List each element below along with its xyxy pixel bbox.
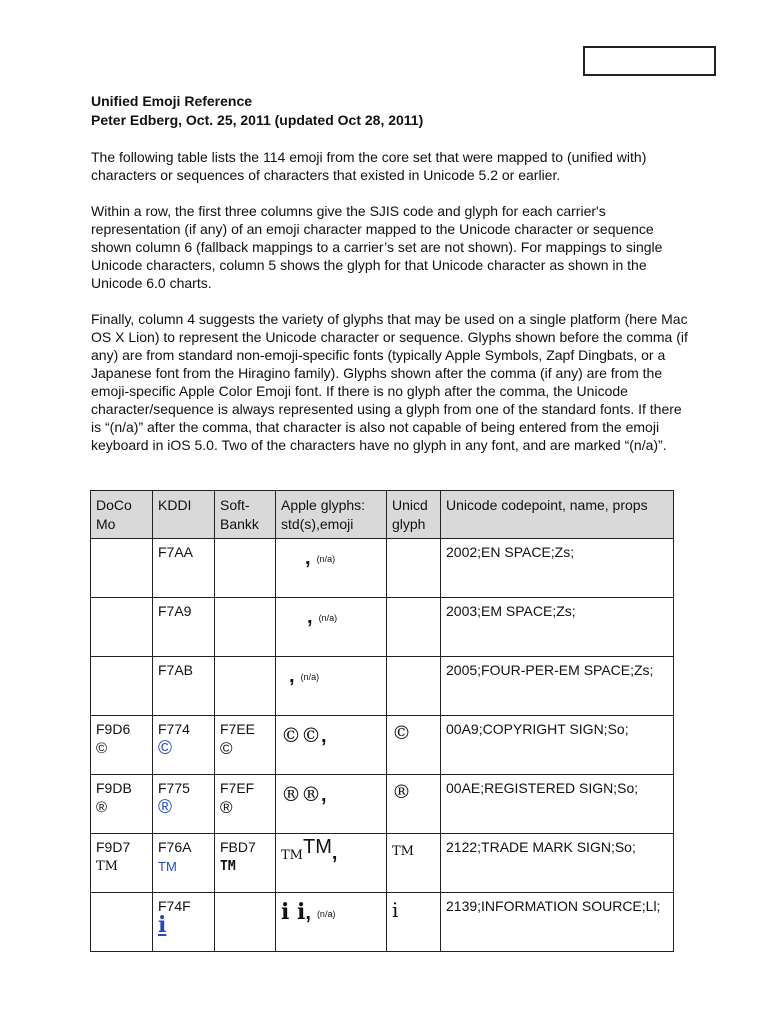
glyphs-paragraph: Finally, column 4 suggests the variety of glyphs that may be used on a single platform (here Mac OS X Lion) to represent the Unicode character or sequence. Glyphs shown before the comma (if any) are from standard non-emoji-specific fonts (typically Apple Symbols, Zapf Dingbats, or a Japanese font from the Hiragino family). Glyphs shown after the comma (if any) are from the emoji-specific Apple Color Emoji font. If there is no glyph after the comma, the Unicode character/sequence is always represented using a glyph from one of the standard fonts. If there is “(n/a)” after the comma, that character is also not capable of being entered from the emoji keyboard in iOS 5.0. Two of the characters have no glyph in any font, and are marked “(n/a)”. bbox=[91, 311, 688, 453]
table-row bbox=[91, 539, 674, 598]
registered-icon: ®® bbox=[281, 782, 321, 806]
softbank-cell bbox=[215, 834, 276, 893]
header-unicode-glyph: Unicd glyph bbox=[387, 491, 441, 539]
table-row bbox=[91, 775, 674, 834]
docomo-cell bbox=[91, 598, 153, 657]
unicode-glyph-cell bbox=[387, 657, 441, 716]
document-byline: Peter Edberg, Oct. 25, 2011 (updated Oct 28, 2011) bbox=[91, 112, 424, 128]
docomo-code: F9D6 bbox=[96, 721, 131, 737]
unicode-codepoint-cell: 00AE;REGISTERED SIGN;So; bbox=[441, 775, 674, 834]
registered-icon: ® bbox=[220, 798, 233, 817]
kddi-cell bbox=[153, 716, 215, 775]
header-softbank: Soft-Bankk bbox=[215, 491, 276, 539]
docomo-cell bbox=[91, 893, 153, 952]
copyright-icon: © bbox=[96, 740, 108, 757]
kddi-cell: F7AA bbox=[153, 539, 215, 598]
softbank-cell bbox=[215, 716, 276, 775]
kddi-code: F76A bbox=[158, 839, 192, 855]
apple-emoji-glyph: (n/a) bbox=[300, 671, 320, 682]
docomo-cell bbox=[91, 716, 153, 775]
emoji-reference-table bbox=[90, 490, 674, 952]
softbank-code: FBD7 bbox=[220, 839, 256, 855]
trademark-icon: TM bbox=[302, 836, 332, 858]
softbank-cell bbox=[215, 893, 276, 952]
kddi-cell bbox=[153, 775, 215, 834]
softbank-cell bbox=[215, 775, 276, 834]
copyright-icon: © bbox=[387, 716, 441, 775]
header-apple-glyphs: Apple glyphs: std(s),emoji bbox=[276, 491, 387, 539]
kddi-cell: F7A9 bbox=[153, 598, 215, 657]
kddi-cell: F7AB bbox=[153, 657, 215, 716]
apple-emoji-glyph: (n/a) bbox=[318, 612, 338, 623]
apple-glyphs-cell bbox=[276, 598, 387, 657]
page-corner-box bbox=[583, 46, 716, 76]
table-row bbox=[91, 834, 674, 893]
apple-glyphs-cell bbox=[276, 893, 387, 952]
kddi-cell bbox=[153, 834, 215, 893]
kddi-code: F774 bbox=[158, 721, 190, 737]
unicode-codepoint-cell: 2003;EM SPACE;Zs; bbox=[441, 598, 674, 657]
kddi-code: F775 bbox=[158, 780, 190, 796]
document-title: Unified Emoji Reference bbox=[91, 93, 253, 109]
table-row bbox=[91, 657, 674, 716]
apple-separator: , bbox=[305, 547, 311, 569]
table-header-row bbox=[91, 491, 674, 539]
registered-icon: ® bbox=[387, 775, 441, 834]
unicode-glyph-cell bbox=[387, 598, 441, 657]
softbank-code: F7EF bbox=[220, 780, 255, 796]
apple-glyphs-cell bbox=[276, 716, 387, 775]
copyright-icon: ©© bbox=[281, 723, 321, 747]
unicode-codepoint-cell: 2005;FOUR-PER-EM SPACE;Zs; bbox=[441, 657, 674, 716]
header-kddi: KDDI bbox=[153, 491, 215, 539]
softbank-cell bbox=[215, 657, 276, 716]
registered-icon: ® bbox=[158, 797, 172, 818]
softbank-cell bbox=[215, 539, 276, 598]
trademark-icon: TM bbox=[387, 834, 441, 893]
docomo-cell bbox=[91, 657, 153, 716]
kddi-code: F74F bbox=[158, 898, 191, 914]
docomo-code: F9D7 bbox=[96, 839, 131, 855]
document-heading bbox=[91, 92, 423, 130]
apple-emoji-glyph: (n/a) bbox=[316, 553, 336, 564]
trademark-icon: TM bbox=[96, 859, 118, 874]
header-unicode-codepoint: Unicode codepoint, name, props bbox=[441, 491, 674, 539]
kddi-cell bbox=[153, 893, 215, 952]
columns-paragraph: Within a row, the first three columns give the SJIS code and glyph for each carrier's representation (if any) of an emoji character mapped to the Unicode character or sequence shown column 6 (fallback mappings to a carrier’s set are not shown). For mappings to single Unicode characters, column 5 shows the glyph for that Unicode character as shown in the Unicode 6.0 charts. bbox=[91, 203, 663, 291]
table-row bbox=[91, 716, 674, 775]
docomo-cell bbox=[91, 775, 153, 834]
trademark-icon: TM bbox=[158, 859, 177, 874]
unicode-codepoint-cell: 00A9;COPYRIGHT SIGN;So; bbox=[441, 716, 674, 775]
table-row bbox=[91, 893, 674, 952]
copyright-icon: © bbox=[220, 739, 233, 758]
apple-glyphs-cell bbox=[276, 775, 387, 834]
trademark-icon: TM bbox=[281, 848, 303, 863]
apple-separator: , bbox=[331, 842, 338, 864]
information-icon: i bbox=[387, 893, 441, 952]
apple-glyphs-cell bbox=[276, 657, 387, 716]
unicode-glyph-cell bbox=[387, 539, 441, 598]
apple-separator: , bbox=[321, 725, 327, 747]
apple-separator: , bbox=[321, 784, 327, 806]
apple-separator: , bbox=[289, 665, 295, 687]
information-icon: i bbox=[158, 912, 167, 938]
information-icon: i i bbox=[281, 899, 306, 925]
unicode-codepoint-cell: 2139;INFORMATION SOURCE;Ll; bbox=[441, 893, 674, 952]
apple-glyphs-cell bbox=[276, 834, 387, 893]
header-docomo: DoCo Mo bbox=[91, 491, 153, 539]
docomo-cell bbox=[91, 834, 153, 893]
apple-emoji-glyph: (n/a) bbox=[316, 908, 336, 919]
softbank-cell bbox=[215, 598, 276, 657]
docomo-code: F9DB bbox=[96, 780, 132, 796]
docomo-cell bbox=[91, 539, 153, 598]
trademark-icon: TM bbox=[220, 859, 236, 874]
table-row bbox=[91, 598, 674, 657]
unicode-codepoint-cell: 2122;TRADE MARK SIGN;So; bbox=[441, 834, 674, 893]
registered-icon: ® bbox=[96, 799, 108, 816]
copyright-icon: © bbox=[158, 738, 172, 759]
unicode-codepoint-cell: 2002;EN SPACE;Zs; bbox=[441, 539, 674, 598]
intro-paragraph: The following table lists the 114 emoji from the core set that were mapped to (unified with) characters or sequences of characters that existed in Unicode 5.2 or earlier. bbox=[91, 149, 647, 183]
apple-glyphs-cell bbox=[276, 539, 387, 598]
softbank-code: F7EE bbox=[220, 721, 256, 737]
apple-separator: , bbox=[305, 902, 311, 924]
apple-separator: , bbox=[307, 606, 313, 628]
